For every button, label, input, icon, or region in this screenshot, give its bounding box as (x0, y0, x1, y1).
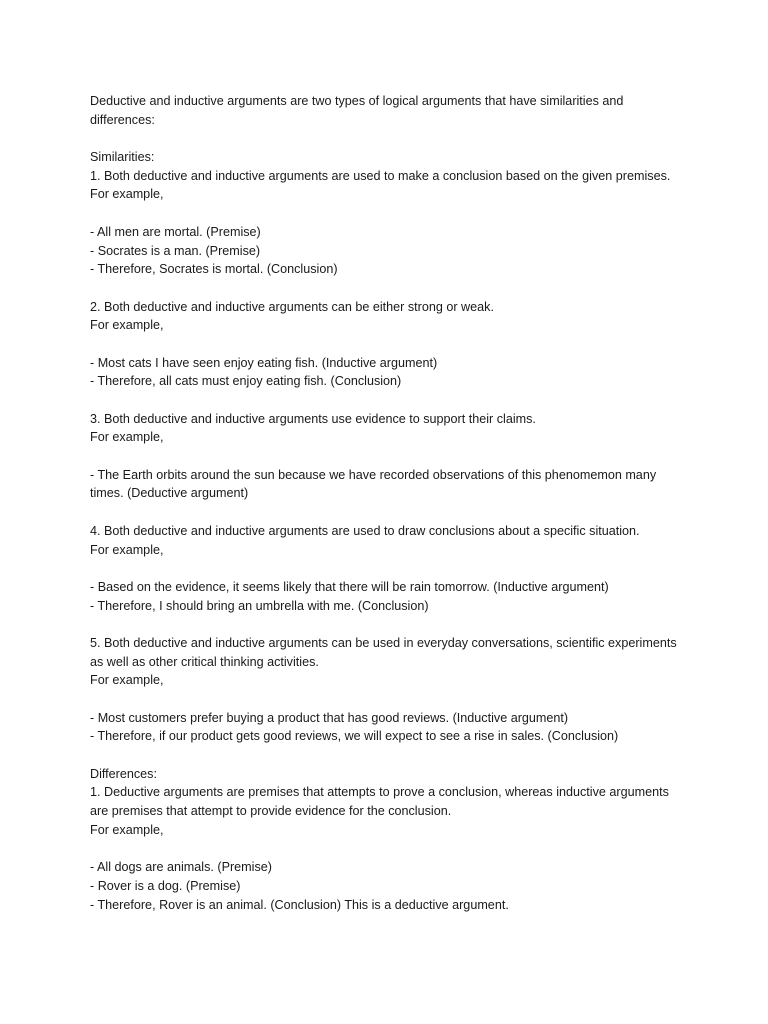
list-item: - Most cats I have seen enjoy eating fish. (Inductive argument) (90, 355, 438, 370)
text-line: Deductive and inductive arguments are two types of logical arguments that have similarities and (90, 94, 624, 108)
text-line: 5. Both deductive and inductive arguments can be used in everyday conversations, scientific experiments (90, 635, 677, 650)
text-line: For example, (90, 822, 164, 837)
list-item: - Most customers prefer buying a product that has good reviews. (Inductive argument) (90, 710, 569, 725)
list-item: - All dogs are animals. (Premise) (90, 860, 272, 875)
list-item: times. (Deductive argument) (90, 486, 249, 501)
blank-line (90, 503, 690, 522)
blank-line (90, 279, 690, 298)
blank-line (90, 447, 690, 466)
text-line: For example, (90, 318, 164, 333)
text-line: are premises that attempt to provide evidence for the conclusion. (90, 804, 452, 819)
list-item: - Therefore, Socrates is mortal. (Conclusion) (90, 262, 338, 277)
text-line: as well as other critical thinking activities. (90, 654, 319, 669)
section-heading-differences: Differences: (90, 766, 157, 781)
blank-line (90, 391, 690, 410)
text-line: 3. Both deductive and inductive arguments use evidence to support their claims. (90, 411, 536, 426)
list-item: - The Earth orbits around the sun because we have recorded observations of this phenomemon many (90, 467, 657, 482)
text-line: 4. Both deductive and inductive arguments are used to draw conclusions about a specific situation. (90, 523, 640, 538)
text-line: 1. Both deductive and inductive arguments are used to make a conclusion based on the given premises. (90, 168, 671, 183)
text-line: 2. Both deductive and inductive arguments can be either strong or weak. (90, 299, 494, 314)
blank-line (90, 690, 690, 709)
list-item: - Therefore, I should bring an umbrella with me. (Conclusion) (90, 598, 429, 613)
blank-line (90, 615, 690, 634)
list-item: - Therefore, all cats must enjoy eating fish. (Conclusion) (90, 374, 402, 389)
text-line: 1. Deductive arguments are premises that attempts to prove a conclusion, whereas inductive arguments (90, 785, 669, 800)
text-line: For example, (90, 673, 164, 688)
blank-line (90, 840, 690, 859)
blank-line (90, 335, 690, 354)
document-page (90, 92, 690, 914)
list-item: - Therefore, Rover is an animal. (Conclusion) This is a deductive argument. (90, 897, 509, 912)
text-line: differences: (90, 112, 155, 127)
blank-line (90, 204, 690, 223)
list-item: - Socrates is a man. (Premise) (90, 243, 261, 258)
list-item: - Based on the evidence, it seems likely that there will be rain tomorrow. (Inductive argument) (90, 579, 609, 594)
text-line: For example, (90, 542, 164, 557)
text-line: For example, (90, 430, 164, 445)
list-item: - Rover is a dog. (Premise) (90, 878, 241, 893)
text-line: For example, (90, 187, 164, 202)
blank-line (90, 746, 690, 765)
blank-line (90, 559, 690, 578)
list-item: - Therefore, if our product gets good reviews, we will expect to see a rise in sales. (Conclusion) (90, 729, 619, 744)
section-heading-similarities: Similarities: (90, 150, 155, 165)
blank-line (90, 129, 690, 148)
list-item: - All men are mortal. (Premise) (90, 224, 261, 239)
